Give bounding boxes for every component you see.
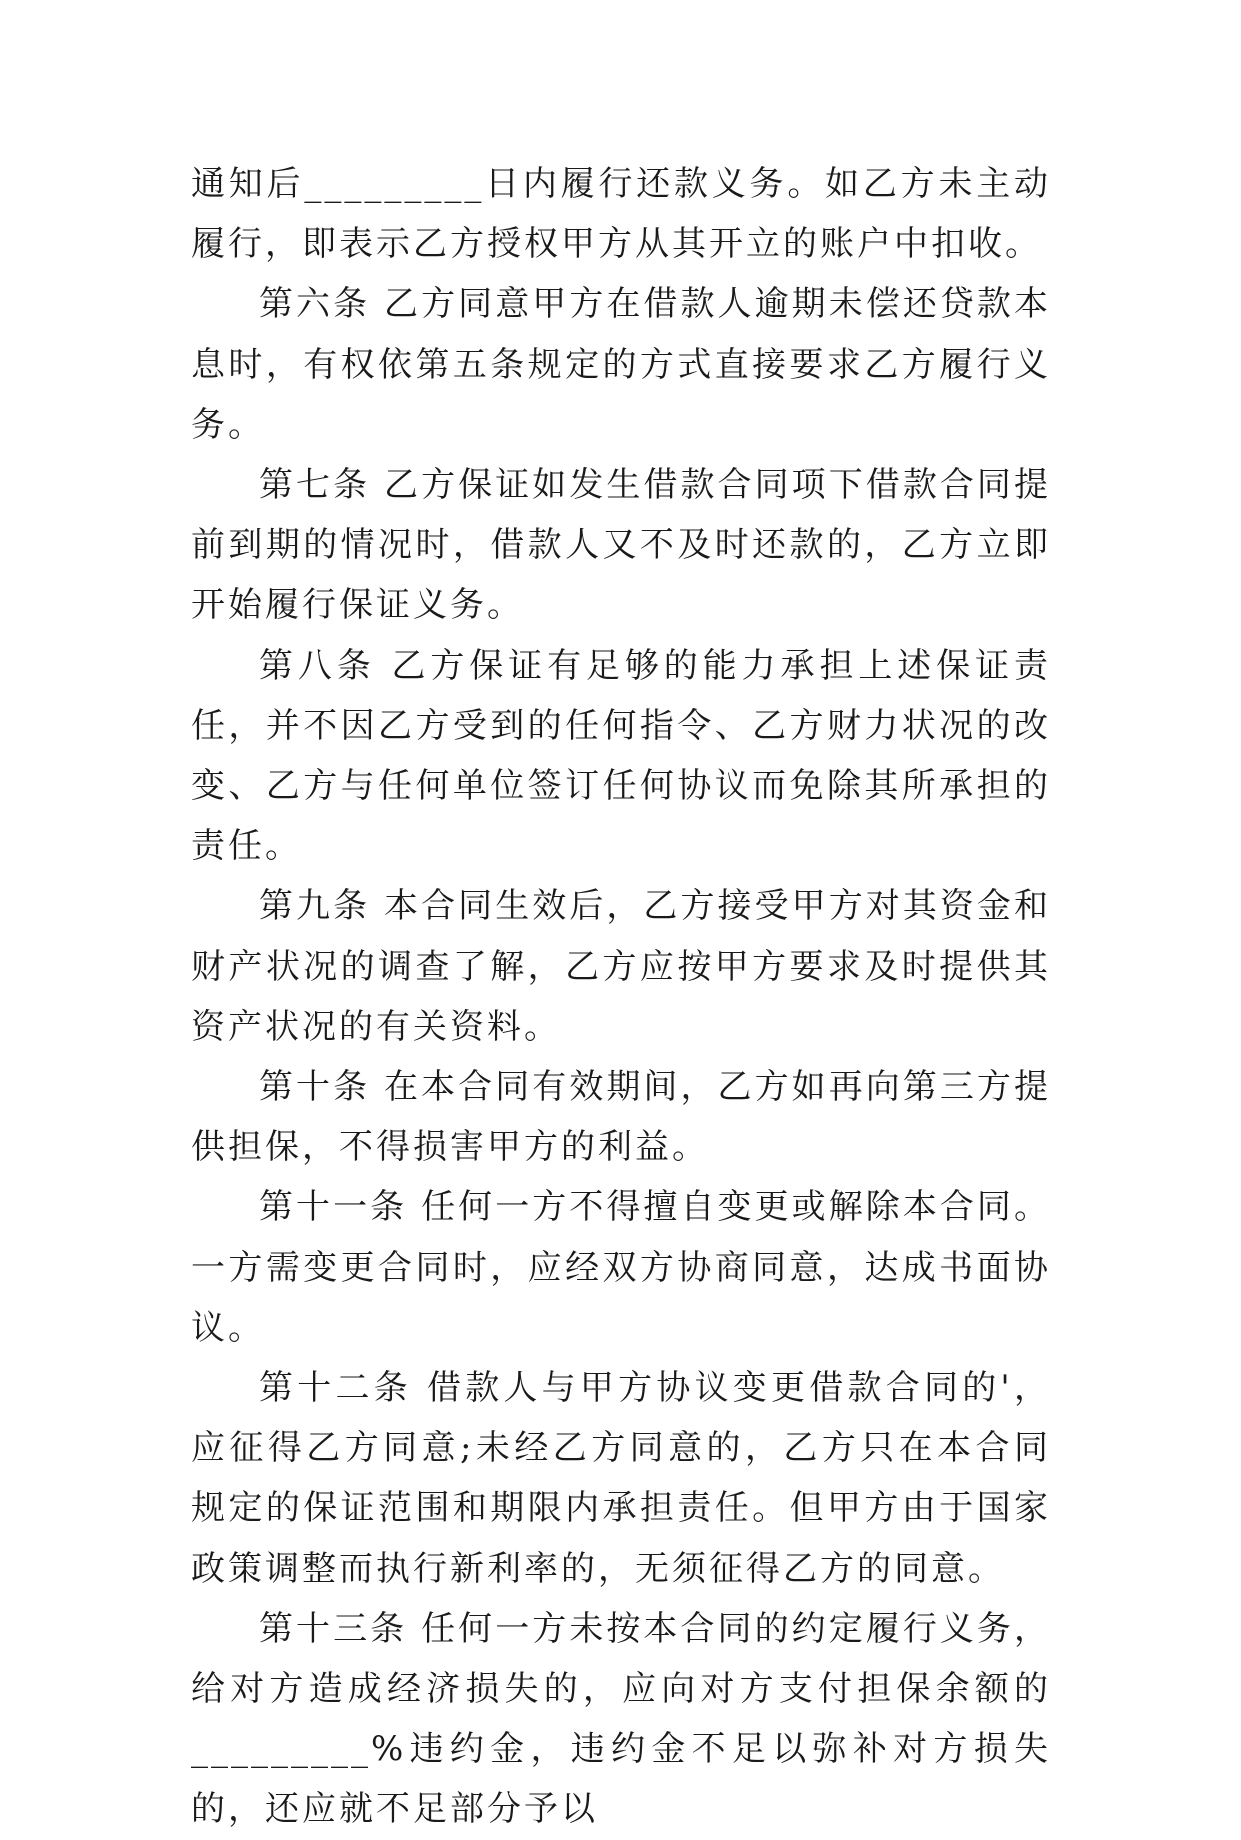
paragraph-continuation: 通知后_________日内履行还款义务。如乙方未主动履行，即表示乙方授权甲方从其开立的账户中扣收。 — [191, 164, 1051, 265]
article-9: 第九条 本合同生效后，乙方接受甲方对其资金和财产状况的调查了解，乙方应按甲方要求及时提供其资产状况的有关资料。 — [191, 886, 1051, 1047]
article-8: 第八条 乙方保证有足够的能力承担上述保证责任，并不因乙方受到的任何指令、乙方财力状况的改变、乙方与任何单位签订任何协议而免除其所承担的责任。 — [191, 645, 1051, 867]
article-6: 第六条 乙方同意甲方在借款人逾期未偿还贷款本息时，有权依第五条规定的方式直接要求乙方履行义务。 — [191, 284, 1051, 445]
article-10: 第十条 在本合同有效期间，乙方如再向第三方提供担保，不得损害甲方的利益。 — [191, 1067, 1051, 1168]
article-11: 第十一条 任何一方不得擅自变更或解除本合同。一方需变更合同时，应经双方协商同意，达成书面协议。 — [191, 1187, 1051, 1348]
article-7: 第七条 乙方保证如发生借款合同项下借款合同提前到期的情况时，借款人又不及时还款的，乙方立即开始履行保证义务。 — [191, 465, 1051, 626]
contract-body — [191, 154, 1051, 1840]
article-13: 第十三条 任何一方未按本合同的约定履行义务，给对方造成经济损失的，应向对方支付担保余额的_________%违约金，违约金不足以弥补对方损失的，还应就不足部分予以 — [191, 1608, 1051, 1830]
article-12: 第十二条 借款人与甲方协议变更借款合同的'，应征得乙方同意;未经乙方同意的，乙方只在本合同规定的保证范围和期限内承担责任。但甲方由于国家政策调整而执行新利率的，无须征得乙方的同意。 — [191, 1368, 1051, 1589]
